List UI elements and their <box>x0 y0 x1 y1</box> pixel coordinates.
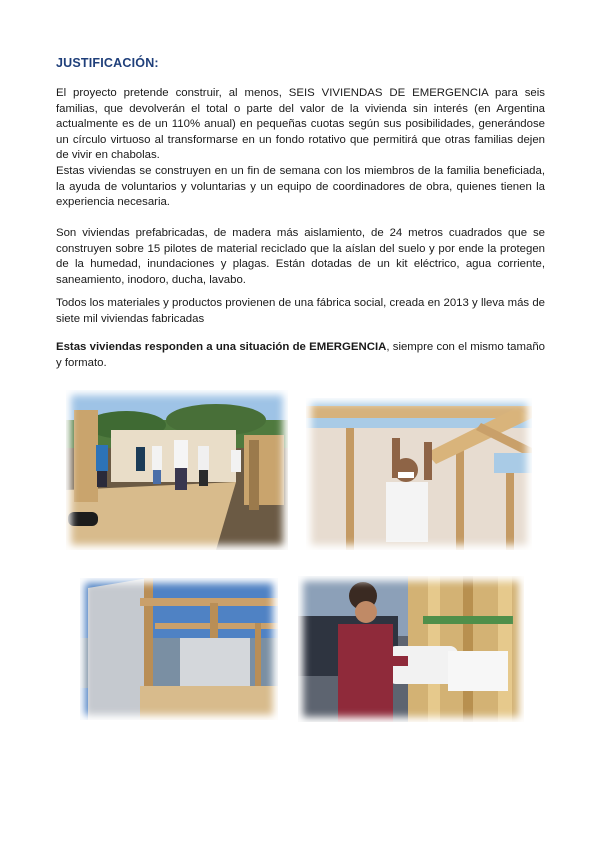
paragraph-prefab: Son viviendas prefabricadas, de madera más aislamiento, de 24 metros cuadrados que se construyen sobre 15 pilotes de material reciclado que la aíslan del suelo y por ende la protegen de la humedad, inundaciones y plagas. Están dotadas de un kit eléctrico, agua corriente, saneamiento, inodoro, ducha, lavabo. <box>56 227 545 286</box>
photo-volunteers-platform <box>66 390 288 550</box>
paragraph-emergency <box>56 340 545 371</box>
emergency-emphasis: Estas viviendas responden a una situación de EMERGENCIA <box>56 341 387 353</box>
section-heading: JUSTIFICACIÓN: <box>56 56 159 70</box>
photo-child-sink <box>298 576 524 722</box>
paragraph-project: El proyecto pretende construir, al menos, SEIS VIVIENDAS DE EMERGENCIA para seis familias, que devolverán el total o parte del valor de la vivienda sin interés (en Argentina actualmente es de un 110% anual) en pequeñas cuotas según sus posibilidades, generándose un círculo virtuoso al transformarse en un fondo rotativo que permitirá que otras familias dejen de vivir en chabolas. <box>56 87 545 162</box>
photo-frame-panels <box>80 578 278 720</box>
paragraph-materials: Todos los materiales y productos provienen de una fábrica social, creada en 2013 y lleva más de siete mil viviendas fabricadas <box>56 297 545 325</box>
emergency-rest: , siempre con el mismo tamaño y formato. <box>56 341 545 369</box>
photo-roof-beams <box>306 398 532 550</box>
paragraph-construction: Estas viviendas se construyen en un fin de semana con los miembros de la familia beneficiada, la ayuda de voluntarios y voluntarias y un equipo de coordinadores de obra, quienes tienen la experiencia necesaria. <box>56 165 545 209</box>
